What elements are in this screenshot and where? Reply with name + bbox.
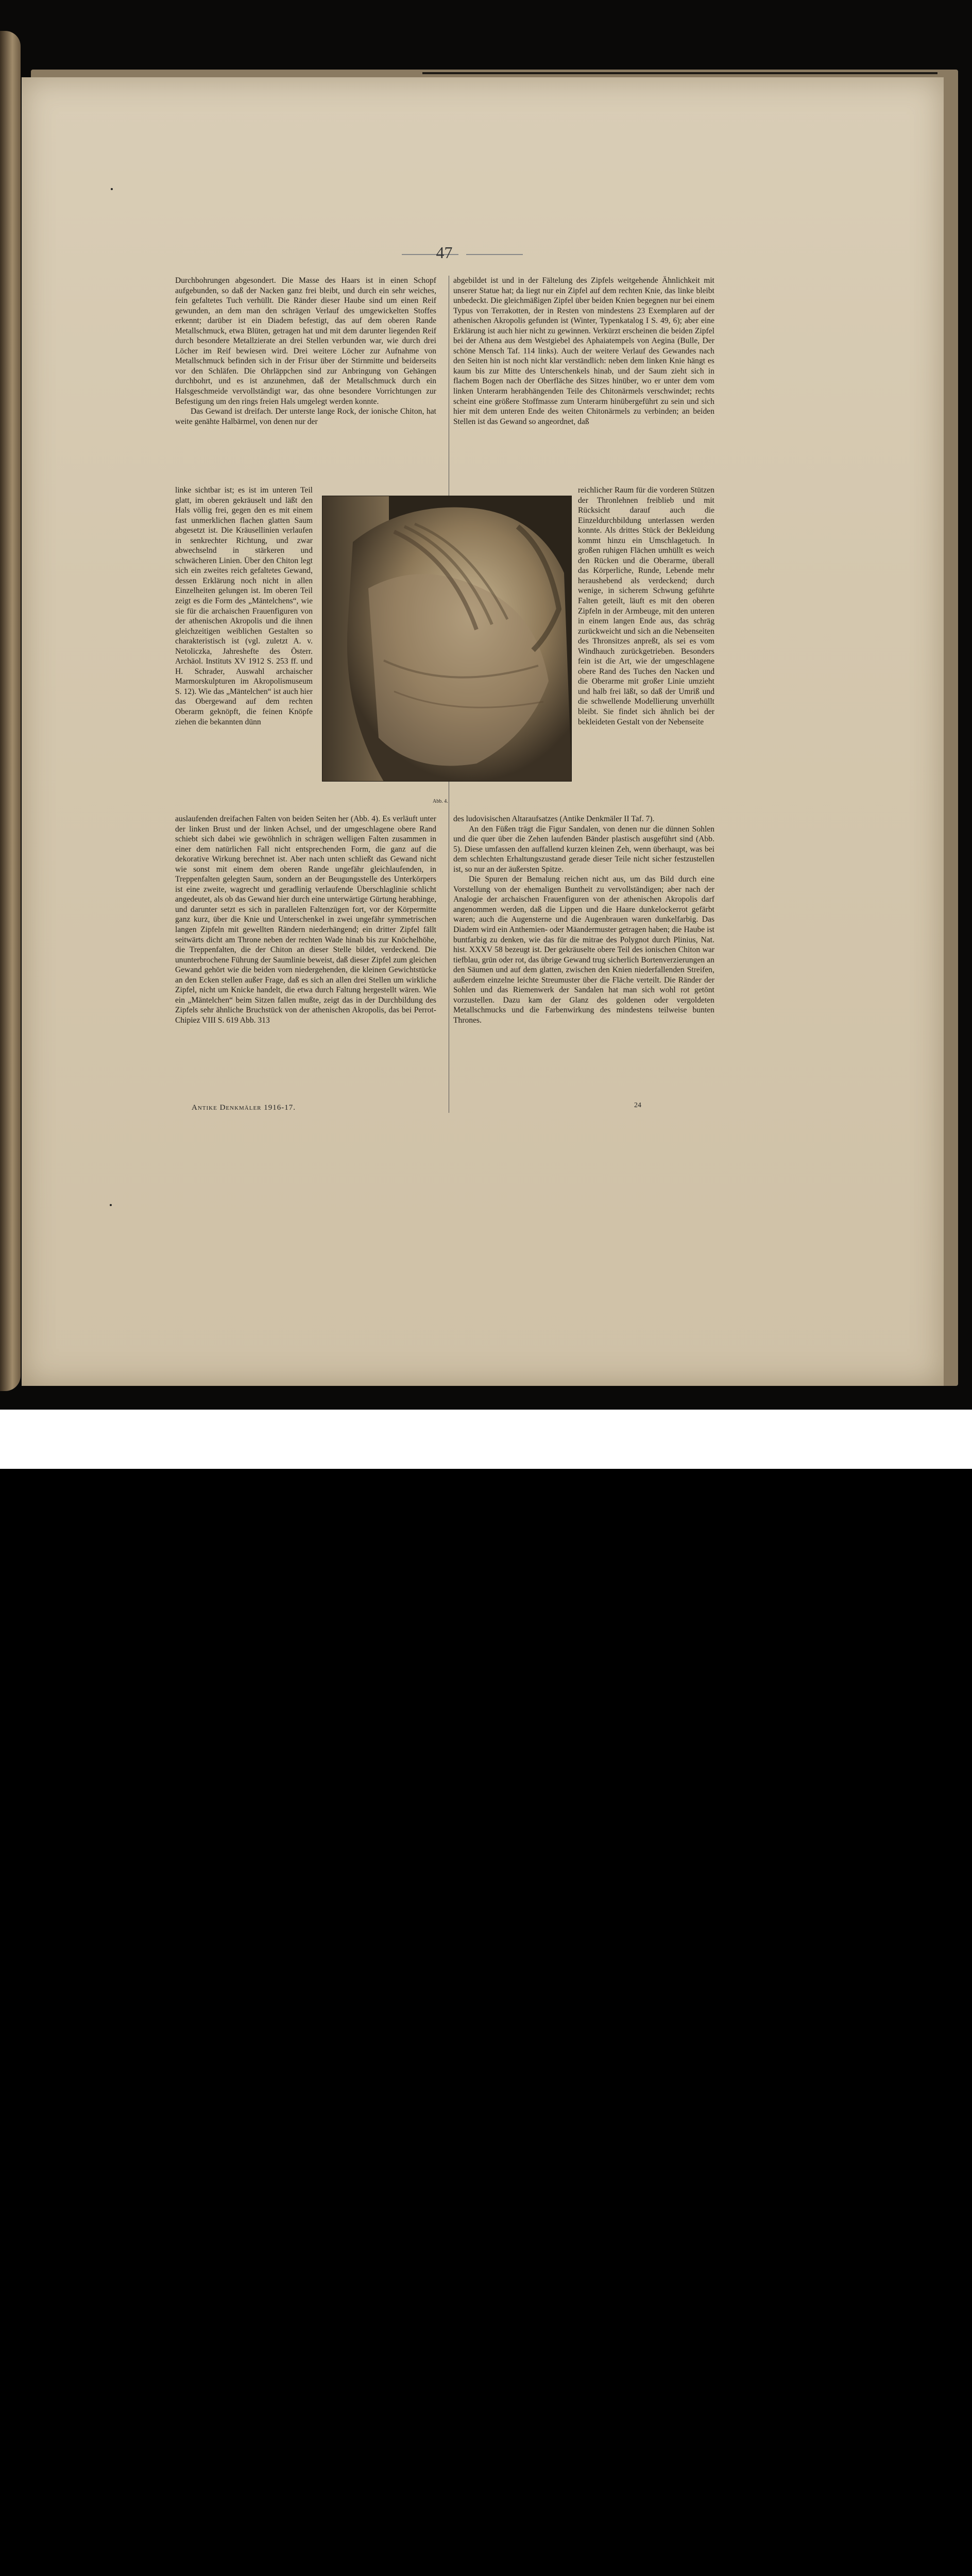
page-number-rule-right — [466, 254, 523, 255]
paragraph: Durchbohrungen abgesondert. Die Masse des Haars ist in einen Schopf aufgebunden, so daß der Nacken ganz frei bleibt, und durch ein sehr weiches, fein gefaltetes Tuch verhüllt. Die Ränder dieser Haube sind um einen Reif gewunden, an dem man den schrägen Verlauf des umgewickelten Stoffes erkennt; darüber ist ein Diadem befestigt, das auf dem oberen Rande Metallschmuck, etwa Blüten, getragen hat und mit dem darunter liegenden Reif durch besondere Metallzierate an drei Stellen verbunden war, wie durch drei Löcher im Reif bewiesen wird. Drei weitere Löcher zur Aufnahme von Metallschmuck befinden sich in der Frisur über der Stirnmitte und beiderseits vor den Schläfen. Die Ohrläppchen sind zur Anbringung von Gehängen durchbohrt, und es ist anzunehmen, daß der Metallschmuck durch ein Halsgeschmeide vervollständigt war, das ohne besondere Vorrichtungen zur Befestigung um den rings freien Hals umgelegt werden konnte. — [175, 276, 436, 406]
paragraph: reichlicher Raum für die vorderen Stützen der Thronlehnen freiblieb und mit Rücksicht darauf auch die Einzeldurchbildung unterlassen werden konnte. Als drittes Stück der Bekleidung kommt hinzu ein Umschlagetuch. In großen ruhigen Flächen umhüllt es weich den Rücken und die Oberarme, überall das Körperliche, Runde, Lebende mehr heraushebend als verdeckend; durch wenige, in sicherem Schwung geführte Falten geteilt, läuft es mit den oberen Zipfeln in der Armbeuge, mit den unteren in einem langen Ende aus, das schräg zurückweicht und sich an die Nebenseiten des Thronsitzes anpreßt, als sei es vom Windhauch zurückgetrieben. Besonders fein ist die Art, wie der umgeschlagene obere Rand des Tuches den Nacken und die Oberarme mit großer Linie umzieht und halb frei läßt, so daß der Umriß und die schwellende Modellierung unverhüllt bleibt. Sie findet sich ähnlich bei der bekleideten Gestalt von der Nebenseite — [578, 486, 714, 726]
paragraph: des ludovisischen Altaraufsatzes (Antike Denkmäler II Taf. 7). — [453, 815, 655, 823]
right-column-top — [453, 276, 714, 427]
book-edge — [0, 31, 21, 1391]
paragraph: auslaufenden dreifachen Falten von beiden Seiten her (Abb. 4). Es verläuft unter der linken Brust und der linken Achsel, und der umgeschlagene obere Rand schiebt sich dabei wie gewöhnlich in schrägen welligen Falten zusammen in einer dem natürlichen Fall nicht entsprechenden Form, die ganz auf die dekorative Wirkung berechnet ist. Aber nach unten schließt das Gewand nicht wie sonst mit einem dem oberen Rande ungefähr gleichlaufenden, in Treppenfalten gelegten Saum, sondern an der Beugungsstelle des Unterkörpers ist eine zweite, wagrecht und geradlinig verlaufende Überschlaglinie schlicht angedeutet, als ob das Gewand hier durch eine unterwärtige Gürtung herabhinge, und darunter setzt es sich in parallelen Faltenzügen fort, vor der Körpermitte ganz kurz, über die Knie und Unterschenkel in zwei ungefähr symmetrischen langen Zipfeln mit gewellten Rändern niederhängend; ein dritter Zipfel fällt seitwärts dicht am Throne neben der rechten Wade hinab bis zur Knöchelhöhe, die Treppenfalten, die der Chiton an dieser Stelle bildet, verdeckend. Die ununterbrochene Führung der Saumlinie beweist, daß dieser Zipfel zum gleichen Gewand gehört wie die beiden vorn niedergehenden, die kleinen Gewichtstücke an den Ecken stellen außer Frage, daß es sich an allen drei Stellen um wirkliche Zipfel, nicht um Knicke handelt, die etwa durch Faltung hergestellt wären. Wie ein „Mäntelchen“ beim Sitzen fallen mußte, zeigt das in der Durchbildung des Zipfels sehr ähnliche Bruchstück von der athenischen Akropolis, das bei Perrot-Chipiez VIII S. 619 Abb. 313 — [175, 815, 436, 1025]
top-edge-rule — [422, 72, 937, 74]
footer-series-title: Antike Denkmäler 1916-17. — [192, 1104, 296, 1112]
left-column-bottom — [175, 814, 436, 1025]
left-column-top — [175, 276, 436, 427]
right-column-bottom — [453, 814, 714, 1025]
footer-sheet-number: 24 — [634, 1101, 641, 1109]
footer-banner — [0, 1410, 972, 1469]
paragraph: abgebildet ist und in der Fältelung des Zipfels weitgehende Ähnlichkeit mit unserer Statue hat; da liegt nur ein Zipfel auf dem rechten Knie, das linke bleibt unbedeckt. Die gleichmäßigen Zipfel über beiden Knien begegnen nur bei einem Typus von Terrakotten, der in Resten von mindestens 23 Exemplaren auf der athenischen Akropolis gefunden ist (Winter, Typenkatalog I S. 49, 6); aber eine Erklärung ist auch hier nicht zu gewinnen. Verkürzt erscheinen die beiden Zipfel bei der Athena aus dem Westgiebel des Aphaiatempels von Aegina (Bulle, Der schöne Mensch Taf. 114 links). Auch der weitere Verlauf des Gewandes nach den Seiten hin ist noch nicht klar verständlich: neben dem linken Knie hängt es kaum bis zur Mitte des Unterschenkels hinab, und der Saum zieht sich in flachem Bogen nach der Oberfläche des Sitzes hinüber, wo er unter dem vom linken Unterarm herabhängenden Teile des Chitonärmels verschwindet; rechts scheint eine größere Stoffmasse zum Unterarm hinübergeführt zu sein und sich hier mit dem unteren Ende des weiten Chitonärmels zu verbinden; an beiden Stellen ist das Gewand so angeordnet, daß — [453, 276, 714, 426]
speck — [110, 1204, 112, 1206]
paragraph: linke sichtbar ist; es ist im unteren Teil glatt, im oberen gekräuselt und läßt den Hals völlig frei, gegen den es mit einem fast unmerklichen flachen glatten Saum abgesetzt ist. Die Kräusellinien verlaufen in senkrechter Richtung, und zwar abwechselnd in stärkeren und schwächeren Linien. Über den Chiton legt sich ein zweites reich gefaltetes Gewand, dessen Erklärung noch nicht in allen Einzelheiten gelungen ist. Im oberen Teil zeigt es die Form des „Mäntelchens“, wie sie für die archaischen Frauenfiguren von der athenischen Akropolis und die ihnen gleichzeitigen weiblichen Gestalten so charakteristisch ist (vgl. zuletzt A. v. Netoliczka, Jahreshefte des Österr. Archäol. Instituts XV 1912 S. 253 ff. und H. Schrader, Auswahl archaischer Marmorskulpturen im Akropolismuseum S. 12). Wie das „Mäntelchen“ ist auch hier das Obergewand auf dem rechten Oberarm geknöpft, die feinen Knöpfe ziehen die bekannten dünn — [175, 486, 313, 726]
speck — [111, 188, 113, 190]
paragraph: An den Füßen trägt die Figur Sandalen, von denen nur die dünnen Sohlen und die quer über die Zehen laufenden Bänder plastisch ausgeführt sind (Abb. 5). Diese umfassen den auffallend kurzen kleinen Zeh, wenn überhaupt, was bei dem schlechten Erhaltungszustand gerade dieser Teile nicht sicher festzustellen ist, so nur an der äußersten Spitze. — [453, 824, 714, 874]
statue-photo-drawing — [322, 496, 572, 782]
statue-photograph — [322, 496, 572, 782]
page-number: 47 — [436, 243, 453, 262]
paragraph: Das Gewand ist dreifach. Der unterste lange Rock, der ionische Chiton, hat weite genähte Halbärmel, von denen nur der — [175, 407, 436, 426]
paragraph: Die Spuren der Bemalung reichen nicht aus, um das Bild durch eine Vorstellung von der ehemaligen Buntheit zu vervollständigen; aber nach der Analogie der archaischen Frauenfiguren von der athenischen Akropolis darf angenommen werden, daß die Lippen und die Haare dunkelockerrot gefärbt waren; auch die Augensterne und die Augenbrauen waren dunkelfarbig. Das Diadem wird ein Anthemien- oder Mäandermuster getragen haben; die Haube ist buntfarbig zu denken, wie das für die mitrae des Polygnot durch Plinius, Nat. hist. XXXV 58 bezeugt ist. Der gekräuselte obere Teil des ionischen Chiton war tiefblau, grün oder rot, das übrige Gewand trug sicherlich Bortenverzierungen an den Säumen und auf dem glatten, zwischen den Knien niederfallenden Streifen, außerdem einzelne leichte Streumuster über die Fläche verteilt. Die Ränder der Sohlen und das Riemenwerk der Sandalen hat man sich wohl rot getönt vorzustellen. Dazu kam der Glanz des goldenen oder vergoldeten Metallschmucks und die Farbenwirkung des mindestens teilweise bunten Thrones. — [453, 875, 714, 1025]
left-column-narrow — [175, 485, 313, 727]
right-column-narrow — [578, 485, 714, 727]
figure-caption: Abb. 4. — [433, 799, 448, 804]
